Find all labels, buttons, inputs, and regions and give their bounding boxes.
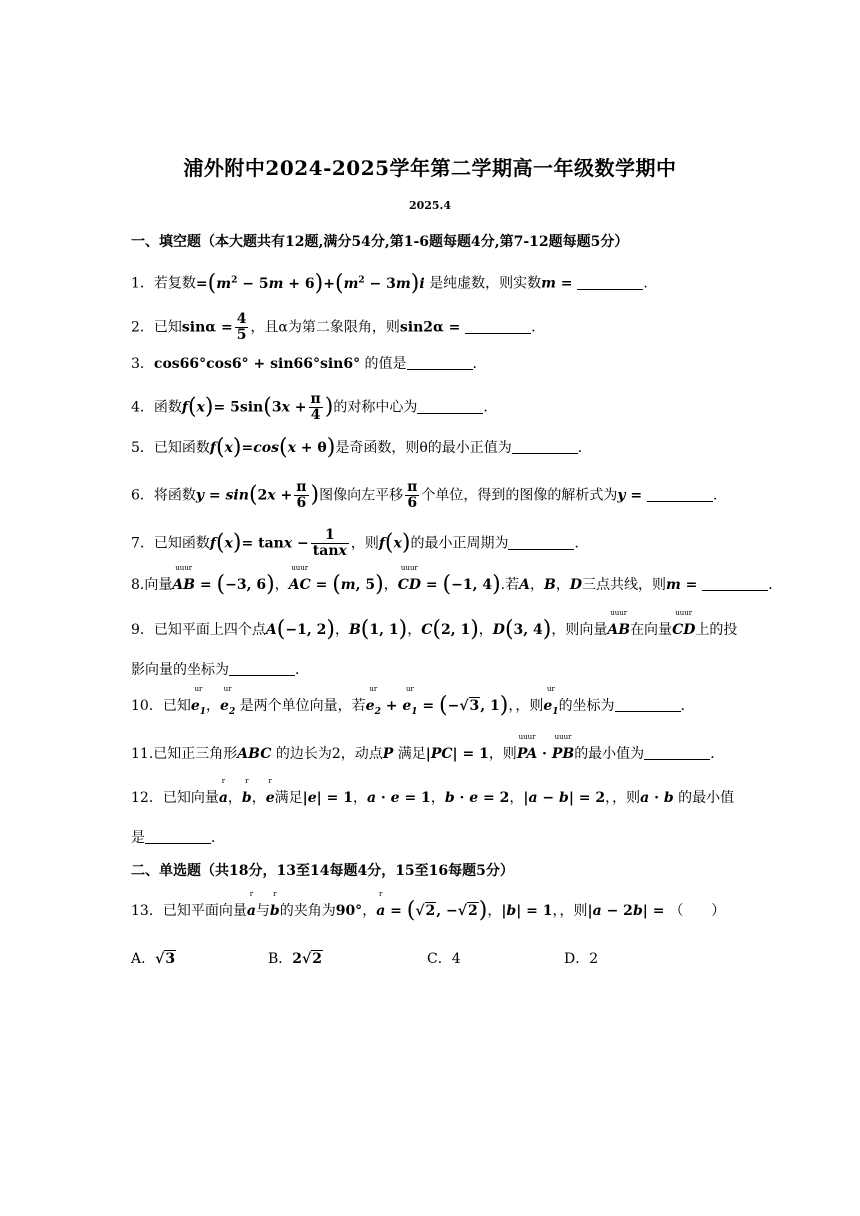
question-12-line-2: 是 ． [131,830,225,846]
option-c[interactable]: C．4 [427,951,461,967]
q1-formula: $=(m^2 - 5m + 6)+(m^2 - 3m)i$ [195,270,425,296]
question-9: 9．已知平面上四个点A(−1, 2)，B(1, 1)，C(2, 1)，D(3, 4)，则向量AB uuur 在向量CD uuur 上的投 [131,609,738,642]
question-11: 11.已知正三角形ABC 的边长为2，动点P 满足|PC| = 1，则PA uuur · PB uuur 的最小值为 ． [131,733,725,762]
question-6: 6．将函数y = sin(2x + $\frac{\pi}{6}$ )图像向左平移 $\frac{\pi}{6}$ 个单位，得到的图像的解析式为y = ． [131,479,727,511]
question-3: 3．cos66°cos6° + sin66°sin6° 的值是 ． [131,356,487,372]
exam-title: 浦外附中2024-2025学年第二学期高一年级数学期中 [183,156,677,180]
question-1: 1．若复数$=(m^2 - 5m + 6)+(m^2 - 3m)i$ 是纯虚数，则实数m = ． [131,270,658,296]
question-2: 2．已知sinα = $\frac{4}{5}$ ，且α为第二象限角，则sin2α = ． [131,311,546,343]
fraction-1-tanx: $\frac{1}{\tan x}$ [312,527,347,559]
answer-blank [615,697,681,712]
question-12: 12．已知向量a r ，b r ，e r 满足|e| = 1，a · e = 1，b · e = 2，|a − b| = 2，，则a · b 的最小值 [131,777,735,806]
option-a[interactable]: A．√3 [131,951,176,967]
fraction-4-5: $\frac{4}{5}$ [236,311,247,343]
answer-blank [407,355,473,370]
section-1-heading: 一、填空题（本大题共有12题,满分54分,第1-6题每题4分,第7-12题每题5分） [131,234,629,250]
answer-blank [145,829,211,844]
answer-blank [512,439,578,454]
question-5: 5．已知函数f(x)=cos(x + θ)是奇函数，则θ的最小正值为 ． [131,435,592,460]
option-d[interactable]: D．2 [564,951,599,967]
answer-blank [417,399,483,414]
answer-blank [229,661,295,676]
answer-blank [702,576,768,591]
question-8: 8.向量AB uuur = (−3, 6)，AC uuur = (m, 5)，CD uuur = (−1, 4).若A，B，D三点共线，则m = ． [131,564,783,597]
question-9-line-2: 影向量的坐标为 ． [131,662,309,678]
answer-blank [647,487,713,502]
fraction-pi-6: $\frac{\pi}{6}$ [407,479,418,511]
answer-blank [577,275,643,290]
answer-blank [644,745,710,760]
answer-blank [465,319,531,334]
answer-blank [508,535,574,550]
question-4: 4．函数f(x)= 5sin(3x + $\frac{\pi}{4}$ )的对称中心为 ． [131,391,498,423]
question-7: 7．已知函数f(x)= tanx − $\frac{1}{\tan x}$ ，则f(x)的最小正周期为 ． [131,527,589,559]
question-10: 10．已知$e_1$ ur ，$e_2$ ur 是两个单位向量，若$e_2$ ur + $e_1$ ur = (−√3, 1)，，则$e_1$ ur 的坐标为 ． [131,685,695,718]
question-13: 13．已知平面向量a r 与b r 的夹角为90°，a r = (√2, −√2)，|b| = 1，，则|a − 2b| = （ ） [131,890,726,923]
exam-date: 2025.4 [408,199,452,212]
fraction-pi-4: $\frac{\pi}{4}$ [310,391,321,423]
section-2-heading: 二、单选题（共18分，13至14每题4分，15至16每题5分） [131,863,514,879]
option-b[interactable]: B．2√2 [268,951,322,967]
fraction-pi-6: $\frac{\pi}{6}$ [296,479,307,511]
